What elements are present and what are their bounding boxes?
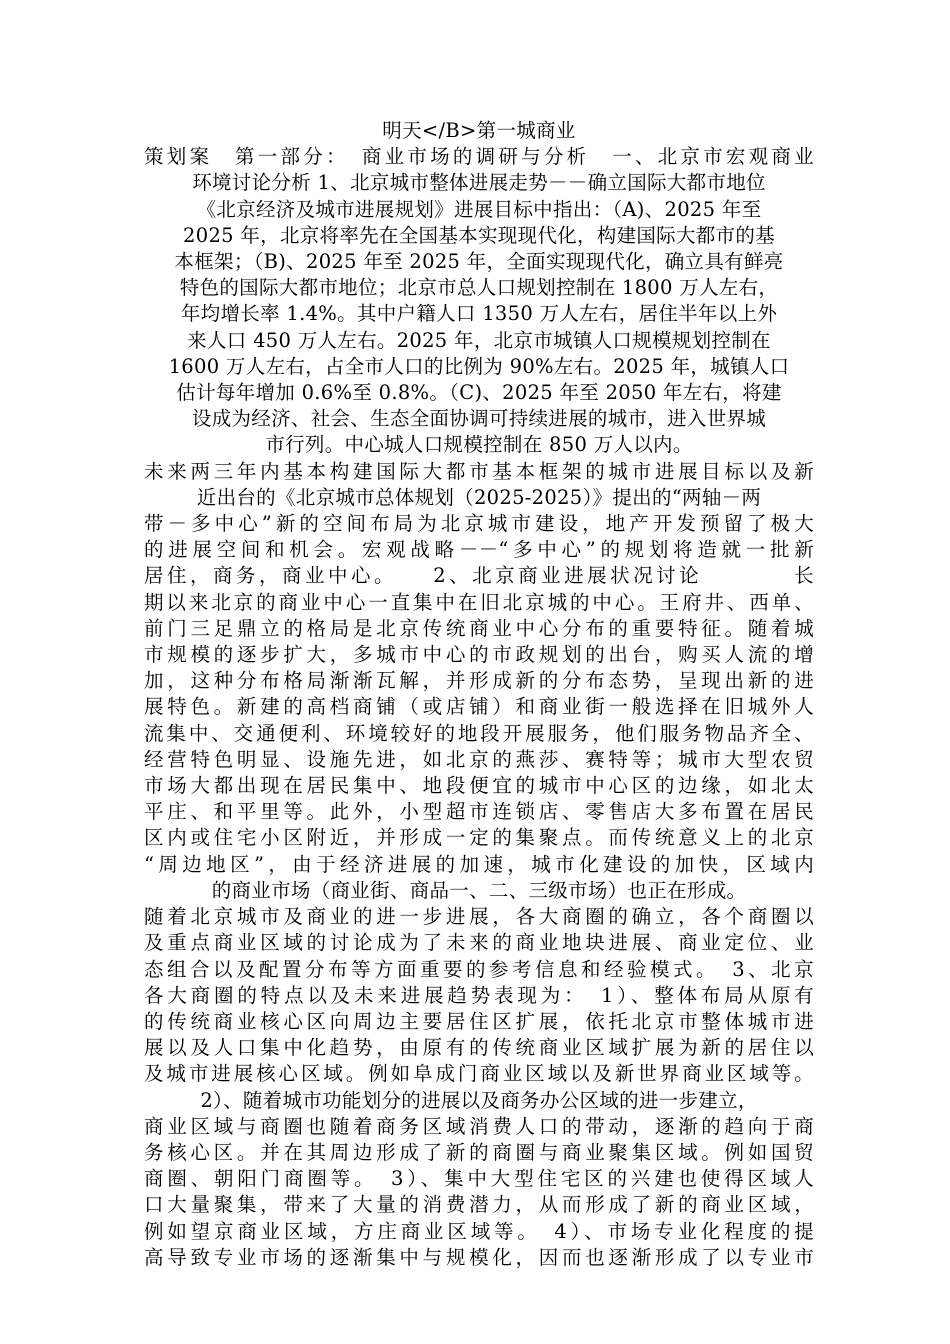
text-line: 展以及人口集中化趋势，由原有的传统商业区域扩展为新的居住以	[144, 1036, 814, 1060]
text-line: 各大商圈的特点以及未来进展趋势表现为： 1）、整体布局从原有	[144, 983, 814, 1007]
text-line: 环境讨论分析 1、北京城市整体进展走势－－确立国际大都市地位	[192, 171, 766, 195]
text-line: 2025 年，北京将率先在全国基本实现现代化，构建国际大都市的基	[183, 223, 775, 247]
text-line: 经营特色明显、设施先进，如北京的燕莎、赛特等；城市大型农贸	[144, 747, 814, 771]
text-line: 带－多中心”新的空间布局为北京城市建设，地产开发预留了极大	[144, 512, 814, 536]
text-line: 加，这种分布格局渐渐瓦解，并形成新的分布态势，呈现出新的进	[144, 669, 814, 693]
text-line: 例如望京商业区域，方庄商业区域等。 4）、市场专业化程度的提	[144, 1219, 814, 1243]
text-line: 期以来北京的商业中心一直集中在旧北京城的中心。王府井、西单、	[144, 590, 814, 614]
text-line: 商圈、朝阳门商圈等。 3）、集中大型住宅区的兴建也使得区域人	[144, 1167, 814, 1191]
text-line: 来人口 450 万人左右。2025 年，北京市城镇人口规模规划控制在	[187, 328, 771, 352]
text-line: 及城市进展核心区域。例如阜成门商业区域以及新世界商业区域等。	[144, 1062, 814, 1086]
text-line: 随着北京城市及商业的进一步进展，各大商圈的确立，各个商圈以	[144, 905, 814, 929]
text-line: 务核心区。并在其周边形成了新的商圈与商业聚集区域。例如国贸	[144, 1140, 814, 1164]
text-line: 特色的国际大都市地位；北京市总人口规划控制在 1800 万人左右，	[179, 276, 779, 300]
text-line: 明天</B>第一城商业	[382, 119, 576, 142]
text-line: 市规模的逐步扩大，多城市中心的市政规划的出台，购买人流的增	[144, 643, 814, 667]
text-line: 前门三足鼎立的格局是北京传统商业中心分布的重要特征。随着城	[144, 616, 814, 640]
text-line: 2）、随着城市功能划分的进展以及商务办公区域的进一步建立，	[200, 1088, 758, 1112]
text-line: 1600 万人左右，占全市人口的比例为 90%左右。2025 年，城镇人口	[168, 354, 790, 378]
text-line: 《北京经济及城市进展规划》进展目标中指出：（A)、2025 年至	[196, 197, 762, 221]
text-line: 的传统商业核心区向周边主要居住区扩展，依托北京市整体城市进	[144, 1009, 814, 1033]
text-line: 态组合以及配置分布等方面重要的参考信息和经验模式。 3、北京	[144, 957, 814, 981]
text-line: “周边地区”，由于经济进展的加速，城市化建设的加快，区域内	[144, 852, 814, 876]
text-line: 策划案 第一部分： 商业市场的调研与分析 一、北京市宏观商业	[144, 145, 814, 169]
text-line: 及重点商业区域的讨论成为了未来的商业地块进展、商业定位、业	[144, 931, 814, 955]
text-line: 的商业市场（商业街、商品一、二、三级市场）也正在形成。	[211, 878, 747, 902]
text-line: 高导致专业市场的逐渐集中与规模化，因而也逐渐形成了以专业市	[144, 1245, 814, 1269]
text-line: 口大量聚集，带来了大量的消费潜力，从而形成了新的商业区域，	[144, 1193, 814, 1217]
text-line: 流集中、交通便利、环境较好的地段开展服务，他们服务物品齐全、	[144, 721, 814, 745]
text-line: 市场大都出现在居民集中、地段便宜的城市中心区的边缘，如北太	[144, 774, 814, 798]
document-page	[144, 118, 814, 1271]
text-line: 估计每年增加 0.6%至 0.8%。（C)、2025 年至 2050 年左右，将建	[176, 381, 782, 405]
text-line: 市行列。中心城人口规模控制在 850 万人以内。	[265, 433, 693, 457]
text-line: 设成为经济、社会、生态全面协调可持续进展的城市，进入世界城	[191, 407, 767, 431]
text-line: 近出台的《北京城市总体规划（2025-2025）》提出的“两轴－两	[196, 485, 762, 509]
text-line: 未来两三年内基本构建国际大都市基本框架的城市进展目标以及新	[144, 459, 814, 483]
text-line: 区内或住宅小区附近，并形成一定的集聚点。而传统意义上的北京	[144, 826, 814, 850]
text-line: 本框架；（B)、2025 年至 2025 年，全面实现现代化，确立具有鲜亮	[174, 250, 784, 274]
text-line: 展特色。新建的高档商铺（或店铺）和商业街一般选择在旧城外人	[144, 695, 814, 719]
text-line: 居住，商务，商业中心。 2、北京商业进展状况讨论 长	[144, 564, 814, 588]
text-line: 的进展空间和机会。宏观战略－－“多中心”的规划将造就一批新	[144, 538, 814, 562]
text-line: 平庄、和平里等。此外，小型超市连锁店、零售店大多布置在居民	[144, 800, 814, 824]
text-line: 年均增长率 1.4%。其中户籍人口 1350 万人左右，居住半年以上外	[180, 302, 778, 326]
text-line: 商业区域与商圈也随着商务区域消费人口的带动，逐渐的趋向于商	[144, 1114, 814, 1138]
